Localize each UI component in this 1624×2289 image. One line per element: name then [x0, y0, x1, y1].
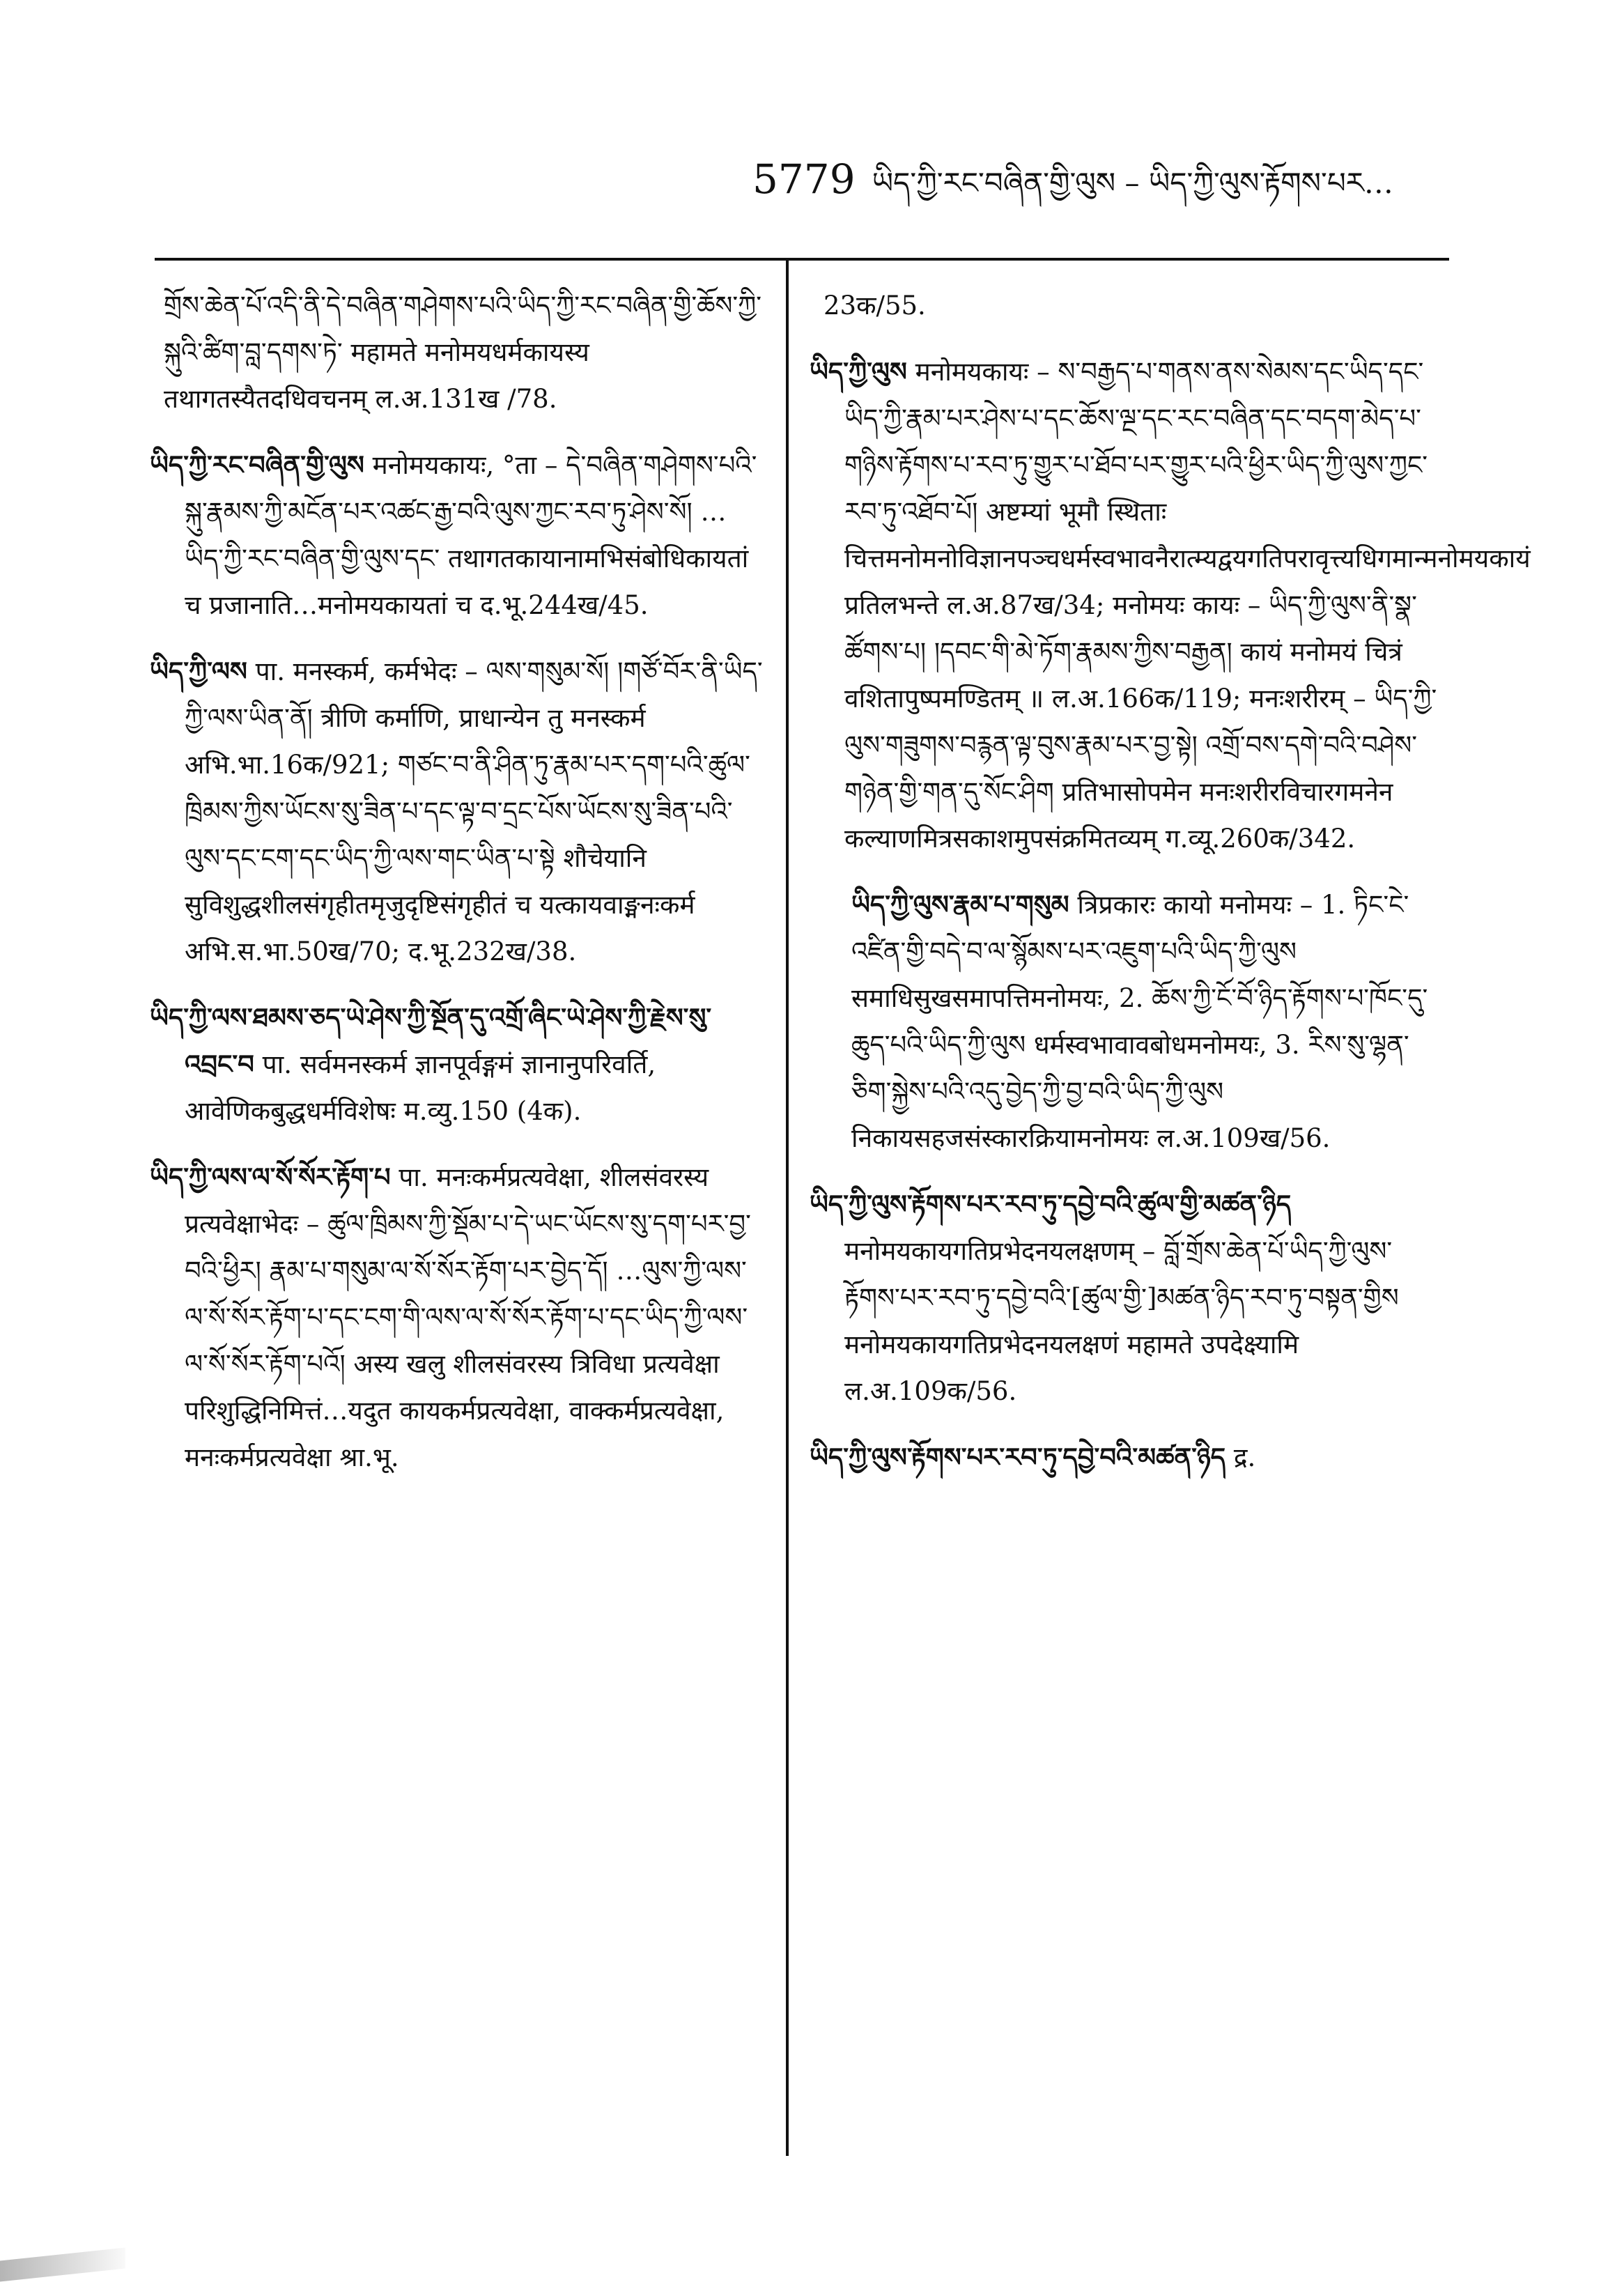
entry-headword: ཡིད་ཀྱི་ལུས [810, 356, 907, 387]
entry-headword: ཡིད་ཀྱི་ལས་ལ་སོ་སོར་རྟོག་པ [150, 1162, 391, 1192]
entry-text: त्रिप्रकारः कायो मनोमयः – 1. ཏིང་ངེ་འཛིན་གྱི་བདེ་བ་ལ་སྙོམས་པར་འཇུག་པའི་ཡིད་ཀྱི་ལུས समाधिसुखसमापत्तिमनोमयः, 2. ཆོས་ཀྱི་ངོ་བོ་ཉིད་རྟོགས་པ་ཁོང་དུ་ཆུད་པའི་ཡིད་ཀྱི་ལུས धर्मस्वभावावबोधमनोमयः, 3. རིས་སུ་ལྷན་ཅིག་སྐྱེས་པའི་འདུ་བྱེད་ཀྱི་བྱ་བའི་ཡིད་ཀྱི་ལུས निकायसहजसंस्कारक्रियामनोमयः ल.अ.109ख/56. [851, 890, 1428, 1153]
running-head: ཡིད་ཀྱི་རང་བཞིན་གྱི་ལུས – ཡིད་ཀྱི་ལུས་རྟོགས་པར… [872, 166, 1393, 200]
dictionary-entry [810, 1181, 1440, 1415]
header-rule [155, 258, 1449, 261]
dictionary-entry [150, 442, 763, 629]
column-divider [786, 261, 789, 2156]
entry-text: पा. मनस्कर्म, कर्मभेदः – ལས་གསུམ་སོ། །གཙོ་བོར་ནི་ཡིད་ཀྱི་ལས་ཡིན་ནོ། त्रीणि कर्माणि, प्राधान्येन तु मनस्कर्म अभि.भा.16क/921; གཙང་བ་ནི་ཤིན་ཏུ་རྣམ་པར་དག་པའི་ཚུལ་ཁྲིམས་ཀྱིས་ཡོངས་སུ་ཟིན་པ་དང་ལྟ་བ་དྲང་པོས་ཡོངས་སུ་ཟིན་པའི་ལུས་དང་ངག་དང་ཡིད་ཀྱི་ལས་གང་ཡིན་པ་སྟེ शौचेयानि सुविशुद्धशीलसंगृहीतमृजुदृष्टिसंगृहीतं च यत्कायवाङ्मनःकर्म अभि.स.भा.50ख/70; द.भू.232ख/38. [185, 656, 763, 966]
right-column [810, 282, 1531, 2164]
dictionary-entry [150, 1154, 763, 1481]
entry-text: གྲོས་ཆེན་པོ་འདི་ནི་དེ་བཞིན་གཤེགས་པའི་ཡིད་ཀྱི་རང་བཞིན་གྱི་ཆོས་ཀྱི་སྐུའི་ཚིག་བླ་དགས་ཏེ་ महामते मनोमयधर्मकायस्य तथागतस्यैतदधिवचनम् ल.अ.131ख /78. [164, 291, 761, 414]
left-column [150, 282, 763, 2164]
dictionary-entry [810, 282, 1440, 329]
dictionary-entry [150, 648, 763, 975]
entry-headword: ཡིད་ཀྱི་ལས་ཐམས་ཅད་ཡེ་ཤེས་ཀྱི་སྔོན་དུ་འགྲོ་ཞིང་ཡེ་ཤེས་ཀྱི་རྗེས་སུ་འབྲང་བ [150, 1002, 712, 1079]
entry-headword: ཡིད་ཀྱི་ལུས་རྟོགས་པར་རབ་ཏུ་དབྱེ་བའི་མཚན་ཉིད [810, 1442, 1226, 1472]
page-header [752, 150, 1449, 206]
dictionary-entry [150, 282, 763, 422]
entry-text: पा. मनःकर्मप्रत्यवेक्षा, शीलसंवरस्य प्रत्यवेक्षाभेदः – ཚུལ་ཁྲིམས་ཀྱི་སྡོམ་པ་དེ་ཡང་ཡོངས་སུ་དག་པར་བྱ་བའི་ཕྱིར། རྣམ་པ་གསུམ་ལ་སོ་སོར་རྟོག་པར་བྱེད་དོ། …ལུས་ཀྱི་ལས་ལ་སོ་སོར་རྟོག་པ་དང་ངག་གི་ལས་ལ་སོ་སོར་རྟོག་པ་དང་ཡིད་ཀྱི་ལས་ལ་སོ་སོར་རྟོག་པའོ། अस्य खलु शीलसंवरस्य त्रिविधा प्रत्यवेक्षा परिशुद्धिनिमित्तं…यदुत कायकर्मप्रत्यवेक्षा, वाक्कर्मप्रत्यवेक्षा, मनःकर्मप्रत्यवेक्षा श्रा.भू. [185, 1162, 751, 1472]
scan-smudge [0, 2248, 125, 2282]
entry-headword: ཡིད་ཀྱི་རང་བཞིན་གྱི་ལུས [150, 449, 364, 480]
entry-headword: ཡིད་ཀྱི་ལས [150, 656, 247, 686]
dictionary-entry [150, 994, 763, 1134]
dictionary-entry [810, 881, 1440, 1162]
entry-text: द्र. [1233, 1442, 1256, 1472]
entry-text: मनोमयकायगतिप्रभेदनयलक्षणम् – བློ་གྲོས་ཆེན་པོ་ཡིད་ཀྱི་ལུས་རྟོགས་པར་རབ་ཏུ་དབྱེ་བའི་[ཚུལ་གྱི་]མཚན་ཉིད་རབ་ཏུ་བསྟན་གྱིས मनोमयकायगतिप्रभेदनयलक्षणं महामते उपदेक्ष्यामि ल.अ.109क/56. [844, 1236, 1399, 1406]
entry-headword: ཡིད་ཀྱི་ལུས་རྟོགས་པར་རབ་ཏུ་དབྱེ་བའི་ཚུལ་གྱི་མཚན་ཉིད [810, 1189, 1292, 1219]
entry-text: मनोमयकायः – ས་བརྒྱད་པ་གནས་ནས་སེམས་དང་ཡིད་དང་ཡིད་ཀྱི་རྣམ་པར་ཤེས་པ་དང་ཆོས་ལྔ་དང་རང་བཞིན་དང་བདག་མེད་པ་གཉིས་རྟོགས་པ་རབ་ཏུ་གྱུར་པ་ཐོབ་པར་གྱུར་པའི་ཕྱིར་ཡིད་ཀྱི་ལུས་ཀྱང་རབ་ཏུ་འཐོབ་པོ། अष्टम्यां भूमौ स्थिताः चित्तमनोमनोविज्ञानपञ्चधर्मस्वभावनैरात्म्यद्वयगतिपरावृत्त्यधिगमान्मनोमयकायं प्रतिलभन्ते ल.अ.87ख/34; मनोमयः कायः – ཡིད་ཀྱི་ལུས་ནི་སྣ་ཚོགས་པ། །དབང་གི་མེ་ཏོག་རྣམས་ཀྱིས་བརྒྱན། कायं मनोमयं चित्रं वशितापुष्पमण्डितम् ॥ ल.अ.166क/119; मनःशरीरम् – ཡིད་ཀྱི་ལུས་གཟུགས་བརྙན་ལྟ་བུས་རྣམ་པར་བྱ་སྟེ། འགྲོ་བས་དགེ་བའི་བཤེས་གཉེན་གྱི་གན་དུ་སོང་ཤིག प्रतिभासोपमेन मनःशरीरविचारगमनेन कल्याणमित्रसकाशमुपसंक्रमितव्यम् ग.व्यू.260क/342. [844, 357, 1531, 854]
entry-headword: ཡིད་ཀྱི་ལུས་རྣམ་པ་གསུམ [851, 889, 1069, 920]
entry-text: 23क/55. [823, 291, 926, 321]
entry-text: मनोमयकायः, °ता – དེ་བཞིན་གཤེགས་པའི་སྐུ་རྣམས་ཀྱི་མངོན་པར་འཚང་རྒྱ་བའི་ལུས་ཀྱང་རབ་ཏུ་ཤེས་སོ། …ཡིད་ཀྱི་རང་བཞིན་གྱི་ལུས་དང་ तथागतकायानामभिसंबोधिकायतां च प्रजानाति…मनोमयकायतां च द.भू.244ख/45. [185, 450, 757, 620]
entry-text: पा. सर्वमनस्कर्म ज्ञानपूर्वङ्गमं ज्ञानानुपरिवर्ति, आवेणिकबुद्धधर्मविशेषः म.व्यु.150 (4क). [185, 1049, 656, 1126]
dictionary-entry [810, 348, 1531, 862]
dictionary-entry [810, 1434, 1440, 1481]
page-number: 5779 [752, 155, 856, 203]
